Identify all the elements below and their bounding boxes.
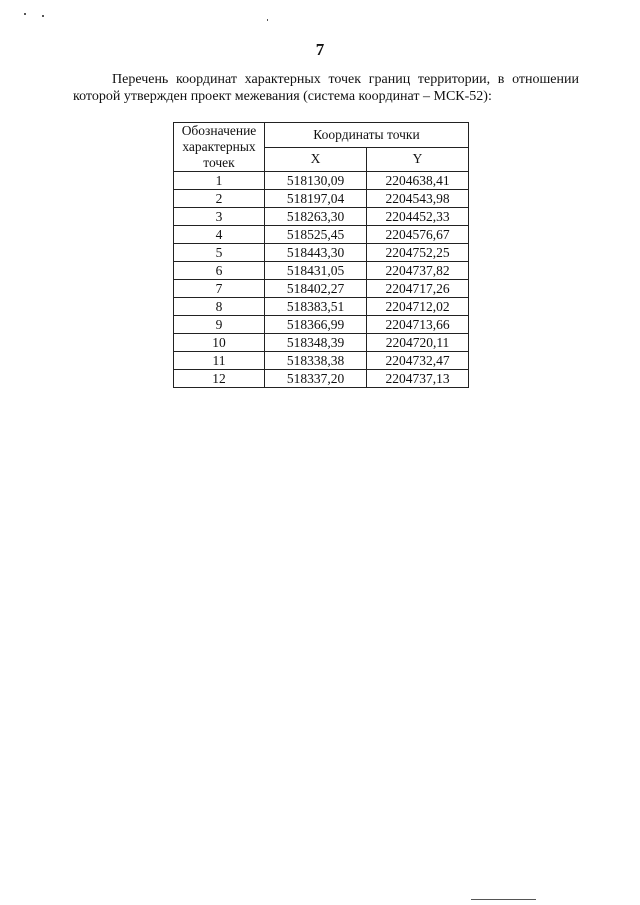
table-body — [174, 172, 469, 388]
cell-y: 2204737,13 — [367, 370, 469, 388]
header-point-coordinates: Координаты точки — [265, 123, 469, 148]
cell-point: 12 — [174, 370, 265, 388]
cell-x: 518263,30 — [265, 208, 367, 226]
header-y: Y — [367, 147, 469, 172]
table-row — [174, 226, 469, 244]
cell-x: 518348,39 — [265, 334, 367, 352]
cell-y: 2204717,26 — [367, 280, 469, 298]
cell-point: 7 — [174, 280, 265, 298]
scan-speck — [24, 13, 26, 15]
cell-y: 2204452,33 — [367, 208, 469, 226]
table-row — [174, 370, 469, 388]
header-x: X — [265, 147, 367, 172]
cell-point: 4 — [174, 226, 265, 244]
page-number: 7 — [315, 40, 325, 59]
cell-x: 518431,05 — [265, 262, 367, 280]
table-row — [174, 352, 469, 370]
cell-y: 2204732,47 — [367, 352, 469, 370]
intro-paragraph: Перечень координат характерных точек границ территории, в отношении которой утвержден проект межевания (система координат – МСК-52): — [73, 72, 579, 104]
table-row — [174, 334, 469, 352]
cell-x: 518197,04 — [265, 190, 367, 208]
cell-y: 2204638,41 — [367, 172, 469, 190]
cell-point: 8 — [174, 298, 265, 316]
cell-point: 9 — [174, 316, 265, 334]
table-header-row — [174, 123, 469, 148]
cell-point: 2 — [174, 190, 265, 208]
cell-point: 3 — [174, 208, 265, 226]
cell-y: 2204543,98 — [367, 190, 469, 208]
cell-x: 518443,30 — [265, 244, 367, 262]
table-row — [174, 298, 469, 316]
cell-y: 2204737,82 — [367, 262, 469, 280]
table-row — [174, 316, 469, 334]
cell-y: 2204713,66 — [367, 316, 469, 334]
cell-point: 1 — [174, 172, 265, 190]
scan-speck — [42, 15, 44, 17]
cell-point: 6 — [174, 262, 265, 280]
cell-y: 2204720,11 — [367, 334, 469, 352]
table-row — [174, 208, 469, 226]
cell-point: 11 — [174, 352, 265, 370]
header-point-designation: Обозначение характерных точек — [174, 123, 265, 172]
scan-line — [471, 899, 536, 900]
cell-x: 518402,27 — [265, 280, 367, 298]
table-row — [174, 244, 469, 262]
cell-x: 518130,09 — [265, 172, 367, 190]
cell-y: 2204712,02 — [367, 298, 469, 316]
cell-y: 2204752,25 — [367, 244, 469, 262]
table-row — [174, 280, 469, 298]
cell-x: 518525,45 — [265, 226, 367, 244]
table-row — [174, 190, 469, 208]
cell-x: 518366,99 — [265, 316, 367, 334]
cell-x: 518383,51 — [265, 298, 367, 316]
cell-y: 2204576,67 — [367, 226, 469, 244]
scan-speck — [267, 19, 268, 21]
cell-point: 10 — [174, 334, 265, 352]
coordinates-table — [173, 122, 469, 388]
cell-x: 518337,20 — [265, 370, 367, 388]
cell-point: 5 — [174, 244, 265, 262]
cell-x: 518338,38 — [265, 352, 367, 370]
table-row — [174, 262, 469, 280]
table-row — [174, 172, 469, 190]
